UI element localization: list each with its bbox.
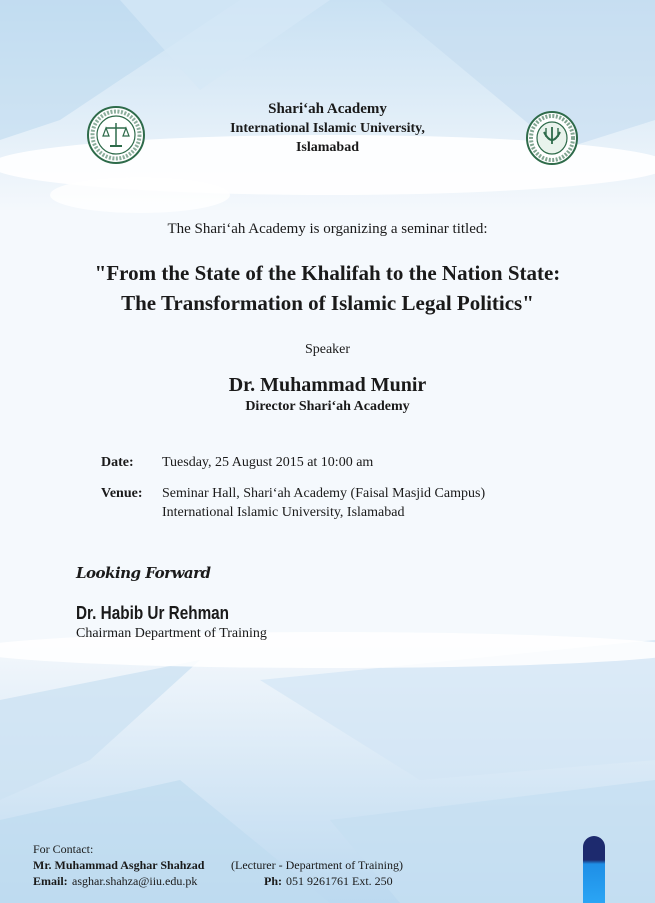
contact-heading: For Contact: [33,842,94,856]
intro-text: The Shari‘ah Academy is organizing a seminar titled: [167,221,488,237]
venue-line2: International Islamic University, Islamabad [162,505,405,520]
contact-role: (Lecturer - Department of Training) [231,858,403,872]
signer-role: Chairman Department of Training [76,626,267,641]
speaker-label: Speaker [304,342,351,357]
looking-forward-text: Looking Forward [76,564,211,582]
venue-line1: Seminar Hall, Shari‘ah Academy (Faisal Masjid Campus) [162,486,486,501]
date-label: Date: [101,455,134,470]
iiu-seal-icon [525,110,579,166]
speaker-role: Director Shari‘ah Academy [245,399,410,414]
speaker-name: Dr. Muhammad Munir [228,374,427,396]
decorative-blue-bar [583,836,605,903]
contact-phone: 051 9261761 Ext. 250 [286,874,393,888]
contact-email[interactable]: asghar.shahza@iiu.edu.pk [72,874,198,888]
university-name: International Islamic University, [230,121,425,136]
venue-label: Venue: [101,486,143,501]
seminar-title-line1: "From the State of the Khalifah to the Nation State: [94,261,561,285]
contact-email-label: Email: [33,874,68,888]
contact-phone-label: Ph: [264,874,282,888]
seminar-title-line2: The Transformation of Islamic Legal Politics" [121,291,534,315]
shariah-academy-seal-icon [86,105,146,165]
academy-name: Shari‘ah Academy [268,101,387,117]
city-name: Islamabad [295,140,360,155]
contact-name: Mr. Muhammad Asghar Shahzad [33,858,205,872]
signer-name: Dr. Habib Ur Rehman [76,603,230,623]
date-value: Tuesday, 25 August 2015 at 10:00 am [162,455,374,470]
